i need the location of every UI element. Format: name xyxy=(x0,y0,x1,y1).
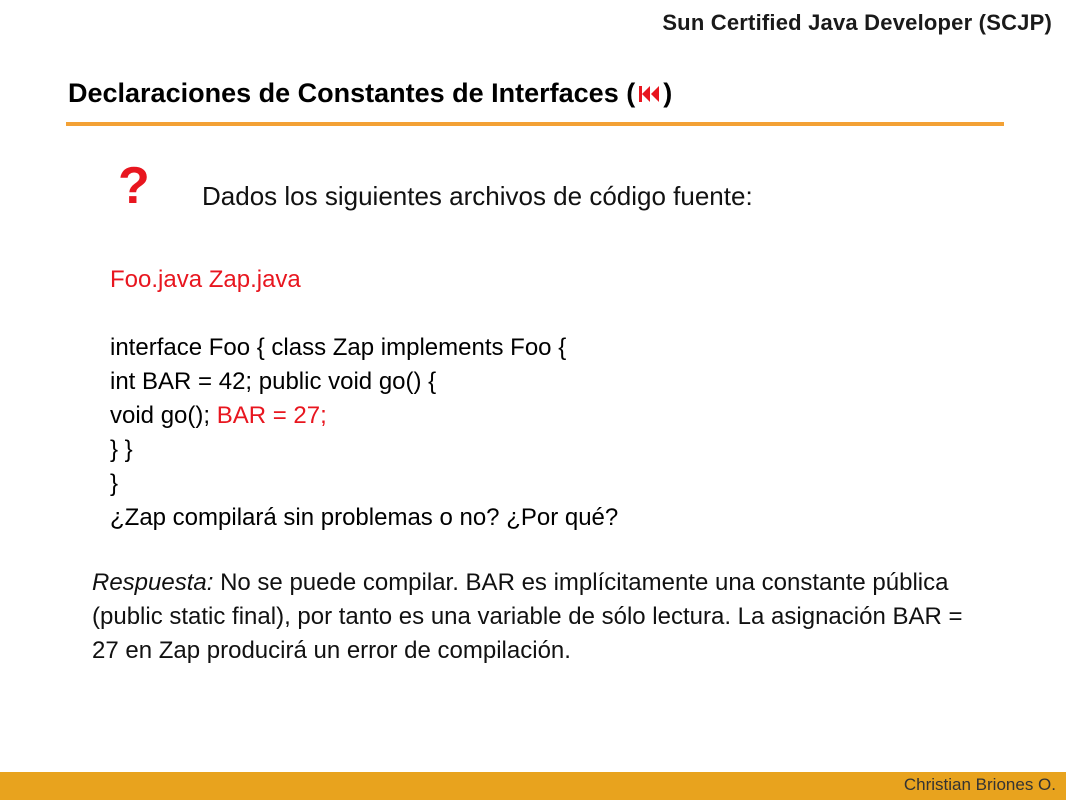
code-line-3-a: void go(); xyxy=(110,402,217,429)
answer-text: No se puede compilar. BAR es implícitamente una constante pública (public static final), por tanto es una variable de sólo lectura. La asignación BAR = 27 en Zap producirá un error de compilación. xyxy=(92,569,963,664)
answer-label: Respuesta: xyxy=(92,569,214,596)
file-names-line: Foo.java Zap.java xyxy=(110,266,301,293)
footer-author: Christian Briones O. xyxy=(903,775,1056,794)
code-line-1: interface Foo { class Zap implements Foo { xyxy=(110,334,567,361)
code-line-4: } } xyxy=(110,436,133,463)
bar-assignment: BAR = 27; xyxy=(216,402,327,429)
course-header: Sun Certified Java Developer (SCJP) xyxy=(662,10,1052,35)
code-line-3 xyxy=(110,399,618,433)
slide-title-suffix: ) xyxy=(663,78,673,108)
code-block xyxy=(110,263,618,535)
question-text: ¿Zap compilará sin problemas o no? ¿Por qué? xyxy=(110,504,619,531)
title-divider xyxy=(66,122,1004,126)
rewind-icon[interactable] xyxy=(637,83,661,105)
code-line-5: } xyxy=(110,470,119,497)
slide-title-prefix: Declaraciones de Constantes de Interfaces ( xyxy=(68,78,636,108)
code-line-2: int BAR = 42; public void go() { xyxy=(110,368,437,395)
blank-line xyxy=(110,297,618,331)
answer-paragraph xyxy=(92,566,992,668)
slide-title xyxy=(68,78,672,109)
intro-text: Dados los siguientes archivos de código fuente: xyxy=(202,181,753,211)
footer-bar xyxy=(0,772,1066,800)
question-mark-icon: ? xyxy=(118,157,150,215)
